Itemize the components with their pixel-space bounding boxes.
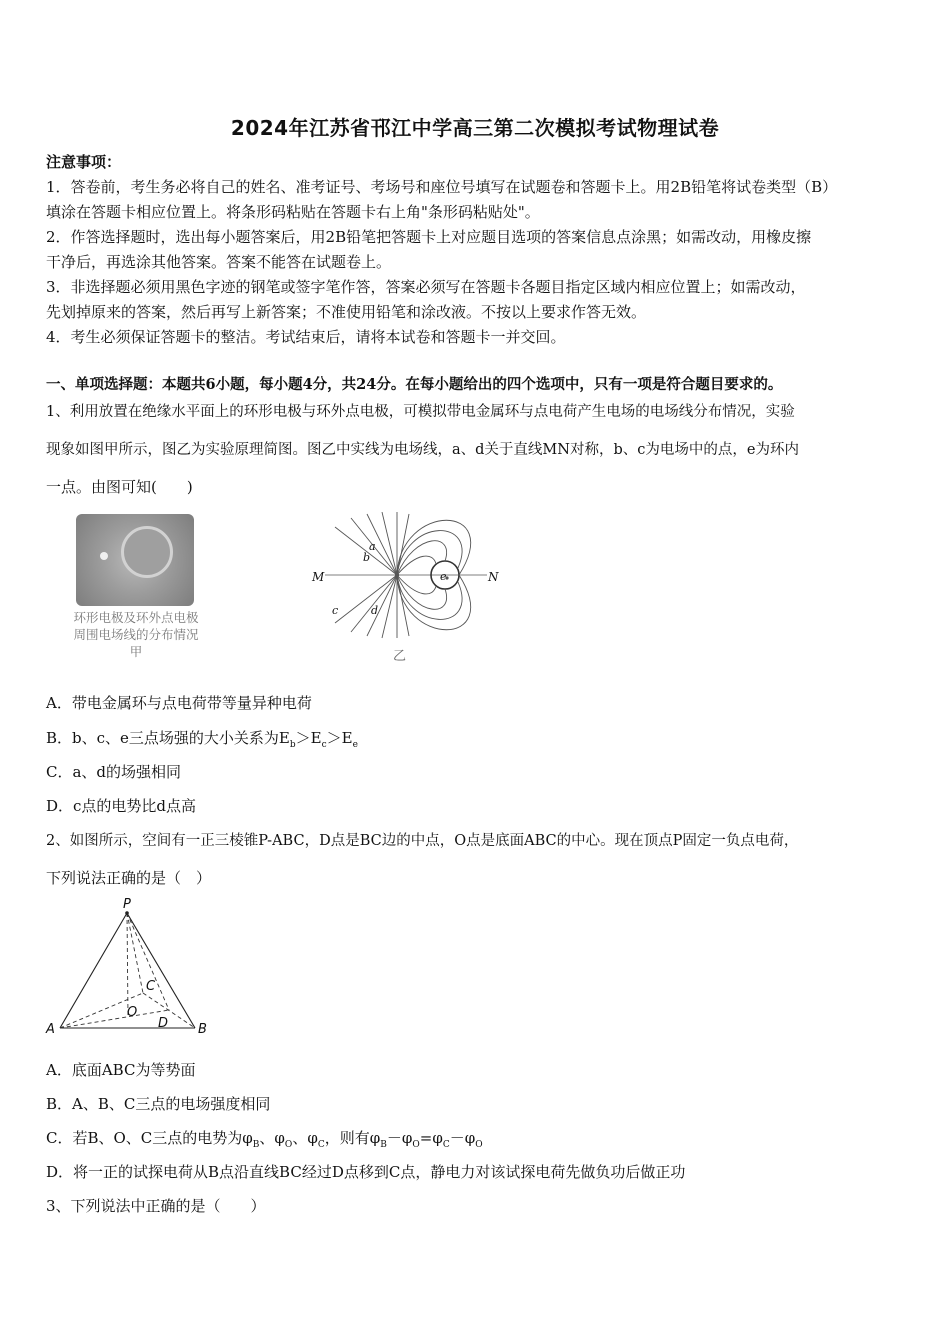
q2-option-c-text-2: 、φ: [259, 1129, 285, 1147]
q2-option-c-text-3: 、φ: [292, 1129, 318, 1147]
q2-option-b: B．A、B、C三点的电场强度相同: [46, 1095, 271, 1113]
notice-line-1: 1．答卷前，考生务必将自己的姓名、准考证号、考场号和座位号填写在试题卷和答题卡上。用2B铅笔将试卷类型（B）: [46, 178, 838, 196]
q1-stem-line-2: 现象如图甲所示，图乙为实验原理简图。图乙中实线为电场线，a、d关于直线MN对称，b、c为电场中的点，e为环内: [46, 442, 799, 458]
figure-yi-label-b: b: [363, 551, 371, 564]
q2-option-c-sub-2: O: [284, 1140, 293, 1150]
pyramid-label-O: O: [127, 1005, 138, 1020]
q2-option-c-sub-3: C: [317, 1140, 325, 1150]
q2-option-c-sub-6: C: [442, 1140, 450, 1150]
pyramid-label-P: P: [123, 897, 131, 912]
notice-line-7: 4．考生必须保证答题卡的整洁。考试结束后，请将本试卷和答题卡一并交回。: [46, 328, 566, 346]
q1-option-b-sub-1: b: [289, 740, 296, 750]
q2-option-c-text-4: ，则有φ: [324, 1129, 381, 1147]
figure-jia-caption-1: 环形电极及环外点电极: [73, 610, 199, 625]
figure-yi-label-M: M: [312, 570, 325, 584]
pyramid-label-C: C: [146, 979, 156, 994]
figure-jia-caption-3: 甲: [129, 644, 143, 659]
q2-option-c-text-7: －φ: [449, 1129, 476, 1147]
notice-line-6: 先划掉原来的答案，然后再写上新答案；不准使用铅笔和涂改液。不按以上要求作答无效。: [46, 303, 647, 321]
figure-yi-label-c: c: [332, 604, 339, 617]
q1-option-a: A．带电金属环与点电荷带等量异种电荷: [46, 694, 312, 712]
q2-option-a: A．底面ABC为等势面: [46, 1061, 196, 1079]
ring-electrode: [121, 526, 173, 578]
exam-title: 2024年江苏省邗江中学高三第二次模拟考试物理试卷: [230, 116, 720, 140]
q3-stem: 3、下列说法中正确的是（ ）: [46, 1197, 266, 1215]
figure-yi-label-e: e: [440, 570, 447, 583]
figure-yi-label-N: N: [488, 570, 499, 584]
q2-option-c-text: C．若B、O、C三点的电势为φ: [46, 1129, 253, 1147]
q1-option-c: C．a、d的场强相同: [46, 763, 182, 781]
q1-option-b: [46, 728, 358, 755]
notice-line-4: 干净后，再选涂其他答案。答案不能答在试题卷上。: [46, 253, 392, 271]
figure-yi-label-a: a: [369, 540, 376, 553]
point-electrode: [100, 552, 108, 560]
q1-option-b-sub-2: c: [321, 740, 327, 750]
figure-yi-caption: 乙: [393, 649, 407, 664]
notice-line-2: 填涂在答题卡相应位置上。将条形码粘贴在答题卡右上角"条形码粘贴处"。: [46, 203, 540, 221]
pyramid-label-D: D: [158, 1016, 169, 1031]
q1-option-b-text-3: ＞E: [326, 729, 353, 747]
q2-option-c-sub-1: B: [252, 1140, 260, 1150]
q1-option-b-text-2: ＞E: [295, 729, 322, 747]
q2-option-c-sub-5: O: [412, 1140, 420, 1150]
q2-option-c-text-6: =φ: [419, 1129, 443, 1147]
figure-yi-field-lines: [305, 512, 505, 664]
figure-jia-caption-2: 周围电场线的分布情况: [73, 627, 199, 642]
q2-option-d: D．将一正的试探电荷从B点沿直线BC经过D点移到C点，静电力对该试探电荷先做负功后做正功: [46, 1163, 686, 1181]
q2-option-c-sub-4: B: [380, 1140, 387, 1150]
q1-option-b-text: B．b、c、e三点场强的大小关系为E: [46, 729, 290, 747]
q2-option-c-sub-7: O: [475, 1140, 483, 1150]
q2-option-c-text-5: －φ: [386, 1129, 413, 1147]
notice-line-3: 2．作答选择题时，选出每小题答案后，用2B铅笔把答题卡上对应题目选项的答案信息点涂黑；如需改动，用橡皮擦: [46, 228, 812, 246]
notice-heading: 注意事项：: [46, 153, 122, 171]
q1-option-b-sub-3: e: [352, 740, 358, 750]
q2-stem-line-2: 下列说法正确的是（ ）: [46, 869, 212, 887]
q1-stem-line-3: 一点。由图可知( ): [46, 478, 193, 496]
q1-stem-line-1: 1、利用放置在绝缘水平面上的环形电极与环外点电极，可模拟带电金属环与点电荷产生电场的电场线分布情况，实验: [46, 404, 795, 420]
section1-heading: 一、单项选择题：本题共6小题，每小题4分，共24分。在每小题给出的四个选项中，只有一项是符合题目要求的。: [46, 376, 783, 393]
figure-jia-photo: [76, 514, 194, 606]
notice-line-5: 3．非选择题必须用黑色字迹的钢笔或签字笔作答，答案必须写在答题卡各题目指定区域内相应位置上；如需改动，: [46, 278, 806, 296]
q1-option-d: D．c点的电势比d点高: [46, 797, 197, 815]
q2-option-c: [46, 1128, 483, 1155]
q2-stem-line-1: 2、如图所示，空间有一正三棱锥P-ABC，D点是BC边的中点，O点是底面ABC的中心。现在顶点P固定一负点电荷，: [46, 833, 799, 849]
figure-yi-label-d: d: [371, 604, 379, 617]
pyramid-label-B: B: [198, 1022, 207, 1037]
pyramid-label-A: A: [46, 1022, 55, 1037]
